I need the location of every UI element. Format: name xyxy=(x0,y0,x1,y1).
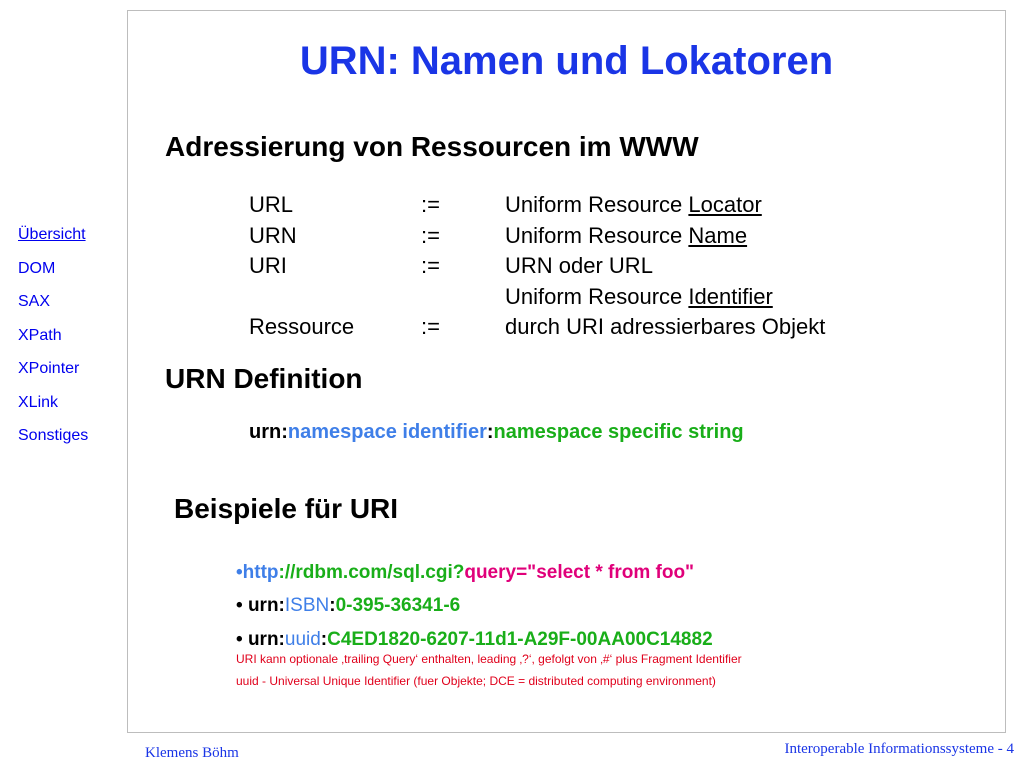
definition-operator: := xyxy=(421,253,440,278)
definition-operator: := xyxy=(421,222,440,248)
uri-query: query="select * from foo" xyxy=(464,562,695,583)
footer-author: Klemens Böhm xyxy=(145,745,239,761)
urn-syntax xyxy=(249,421,744,444)
nav-link-uebersicht[interactable]: Übersicht xyxy=(18,226,86,243)
definition-operator: := xyxy=(421,192,440,217)
example-http-uri xyxy=(236,562,694,584)
nav-link-xpointer[interactable]: XPointer xyxy=(18,360,80,377)
definition-text-underlined: Identifier xyxy=(688,283,773,309)
side-navigation xyxy=(18,218,88,453)
urn-prefix: urn: xyxy=(249,421,288,443)
nav-link-xlink[interactable]: XLink xyxy=(18,393,59,411)
definition-text-plain: URN oder URL xyxy=(505,253,653,278)
namespace-specific-string: 0-395-36341-6 xyxy=(335,595,461,616)
uri-path: ://rdbm.com/sql.cgi? xyxy=(278,562,465,583)
definition-text xyxy=(505,190,762,221)
definition-text-plain: durch URI adressierbares Objekt xyxy=(505,314,826,339)
urn-prefix: urn: xyxy=(247,595,285,616)
namespace-identifier: uuid xyxy=(284,629,321,650)
note-uuid: uuid - Universal Unique Identifier (fuer Objekte; DCE = distributed computing environment) xyxy=(236,674,716,688)
note-query-fragment: URI kann optionale ‚trailing Query‘ enthalten, leading ‚?‘, gefolgt von ‚#‘ plus Fragment Identifier xyxy=(236,652,742,666)
uri-scheme: http xyxy=(242,562,279,583)
definition-text xyxy=(505,312,825,343)
definition-text xyxy=(505,282,773,313)
definition-text-plain: Uniform Resource xyxy=(505,283,689,309)
definition-term: URL xyxy=(249,192,294,217)
example-isbn-urn xyxy=(236,595,460,617)
definition-term: URI xyxy=(249,253,287,278)
definition-operator: := xyxy=(421,314,440,339)
bullet: • xyxy=(236,595,248,616)
urn-separator: : xyxy=(486,421,494,443)
bullet: • xyxy=(236,562,243,583)
urn-separator: : xyxy=(320,629,328,650)
namespace-specific-string: C4ED1820-6207-11d1-A29F-00AA00C14882 xyxy=(327,629,713,650)
section-heading-urn-definition: URN Definition xyxy=(165,363,363,394)
definition-text xyxy=(505,251,653,282)
section-heading-addressing: Adressierung von Ressourcen im WWW xyxy=(165,131,699,162)
definition-text-plain: Uniform Resource xyxy=(505,192,689,217)
urn-separator: : xyxy=(329,595,336,616)
namespace-specific-string: namespace specific string xyxy=(493,421,744,443)
slide-title: URN: Namen und Lokatoren xyxy=(299,39,834,83)
section-heading-examples: Beispiele für URI xyxy=(174,493,399,524)
definition-text-underlined: Locator xyxy=(688,192,762,217)
footer-course-page: Interoperable Informationssysteme - 4 xyxy=(784,741,1014,757)
definition-text-underlined: Name xyxy=(688,222,748,248)
definition-text xyxy=(505,221,747,252)
nav-link-sax[interactable]: SAX xyxy=(18,293,51,310)
urn-prefix: urn: xyxy=(247,629,285,650)
nav-link-dom[interactable]: DOM xyxy=(18,259,56,277)
definition-term: URN xyxy=(249,222,297,248)
bullet: • xyxy=(236,629,248,650)
namespace-identifier: ISBN xyxy=(284,595,330,616)
slide-frame xyxy=(127,10,1006,733)
definition-term: Ressource xyxy=(249,314,355,339)
nav-link-xpath[interactable]: XPath xyxy=(18,326,62,344)
example-uuid-urn xyxy=(236,629,713,651)
namespace-identifier: namespace identifier xyxy=(287,421,487,443)
nav-link-sonstiges[interactable]: Sonstiges xyxy=(18,427,89,444)
definition-text-plain: Uniform Resource xyxy=(505,222,689,248)
